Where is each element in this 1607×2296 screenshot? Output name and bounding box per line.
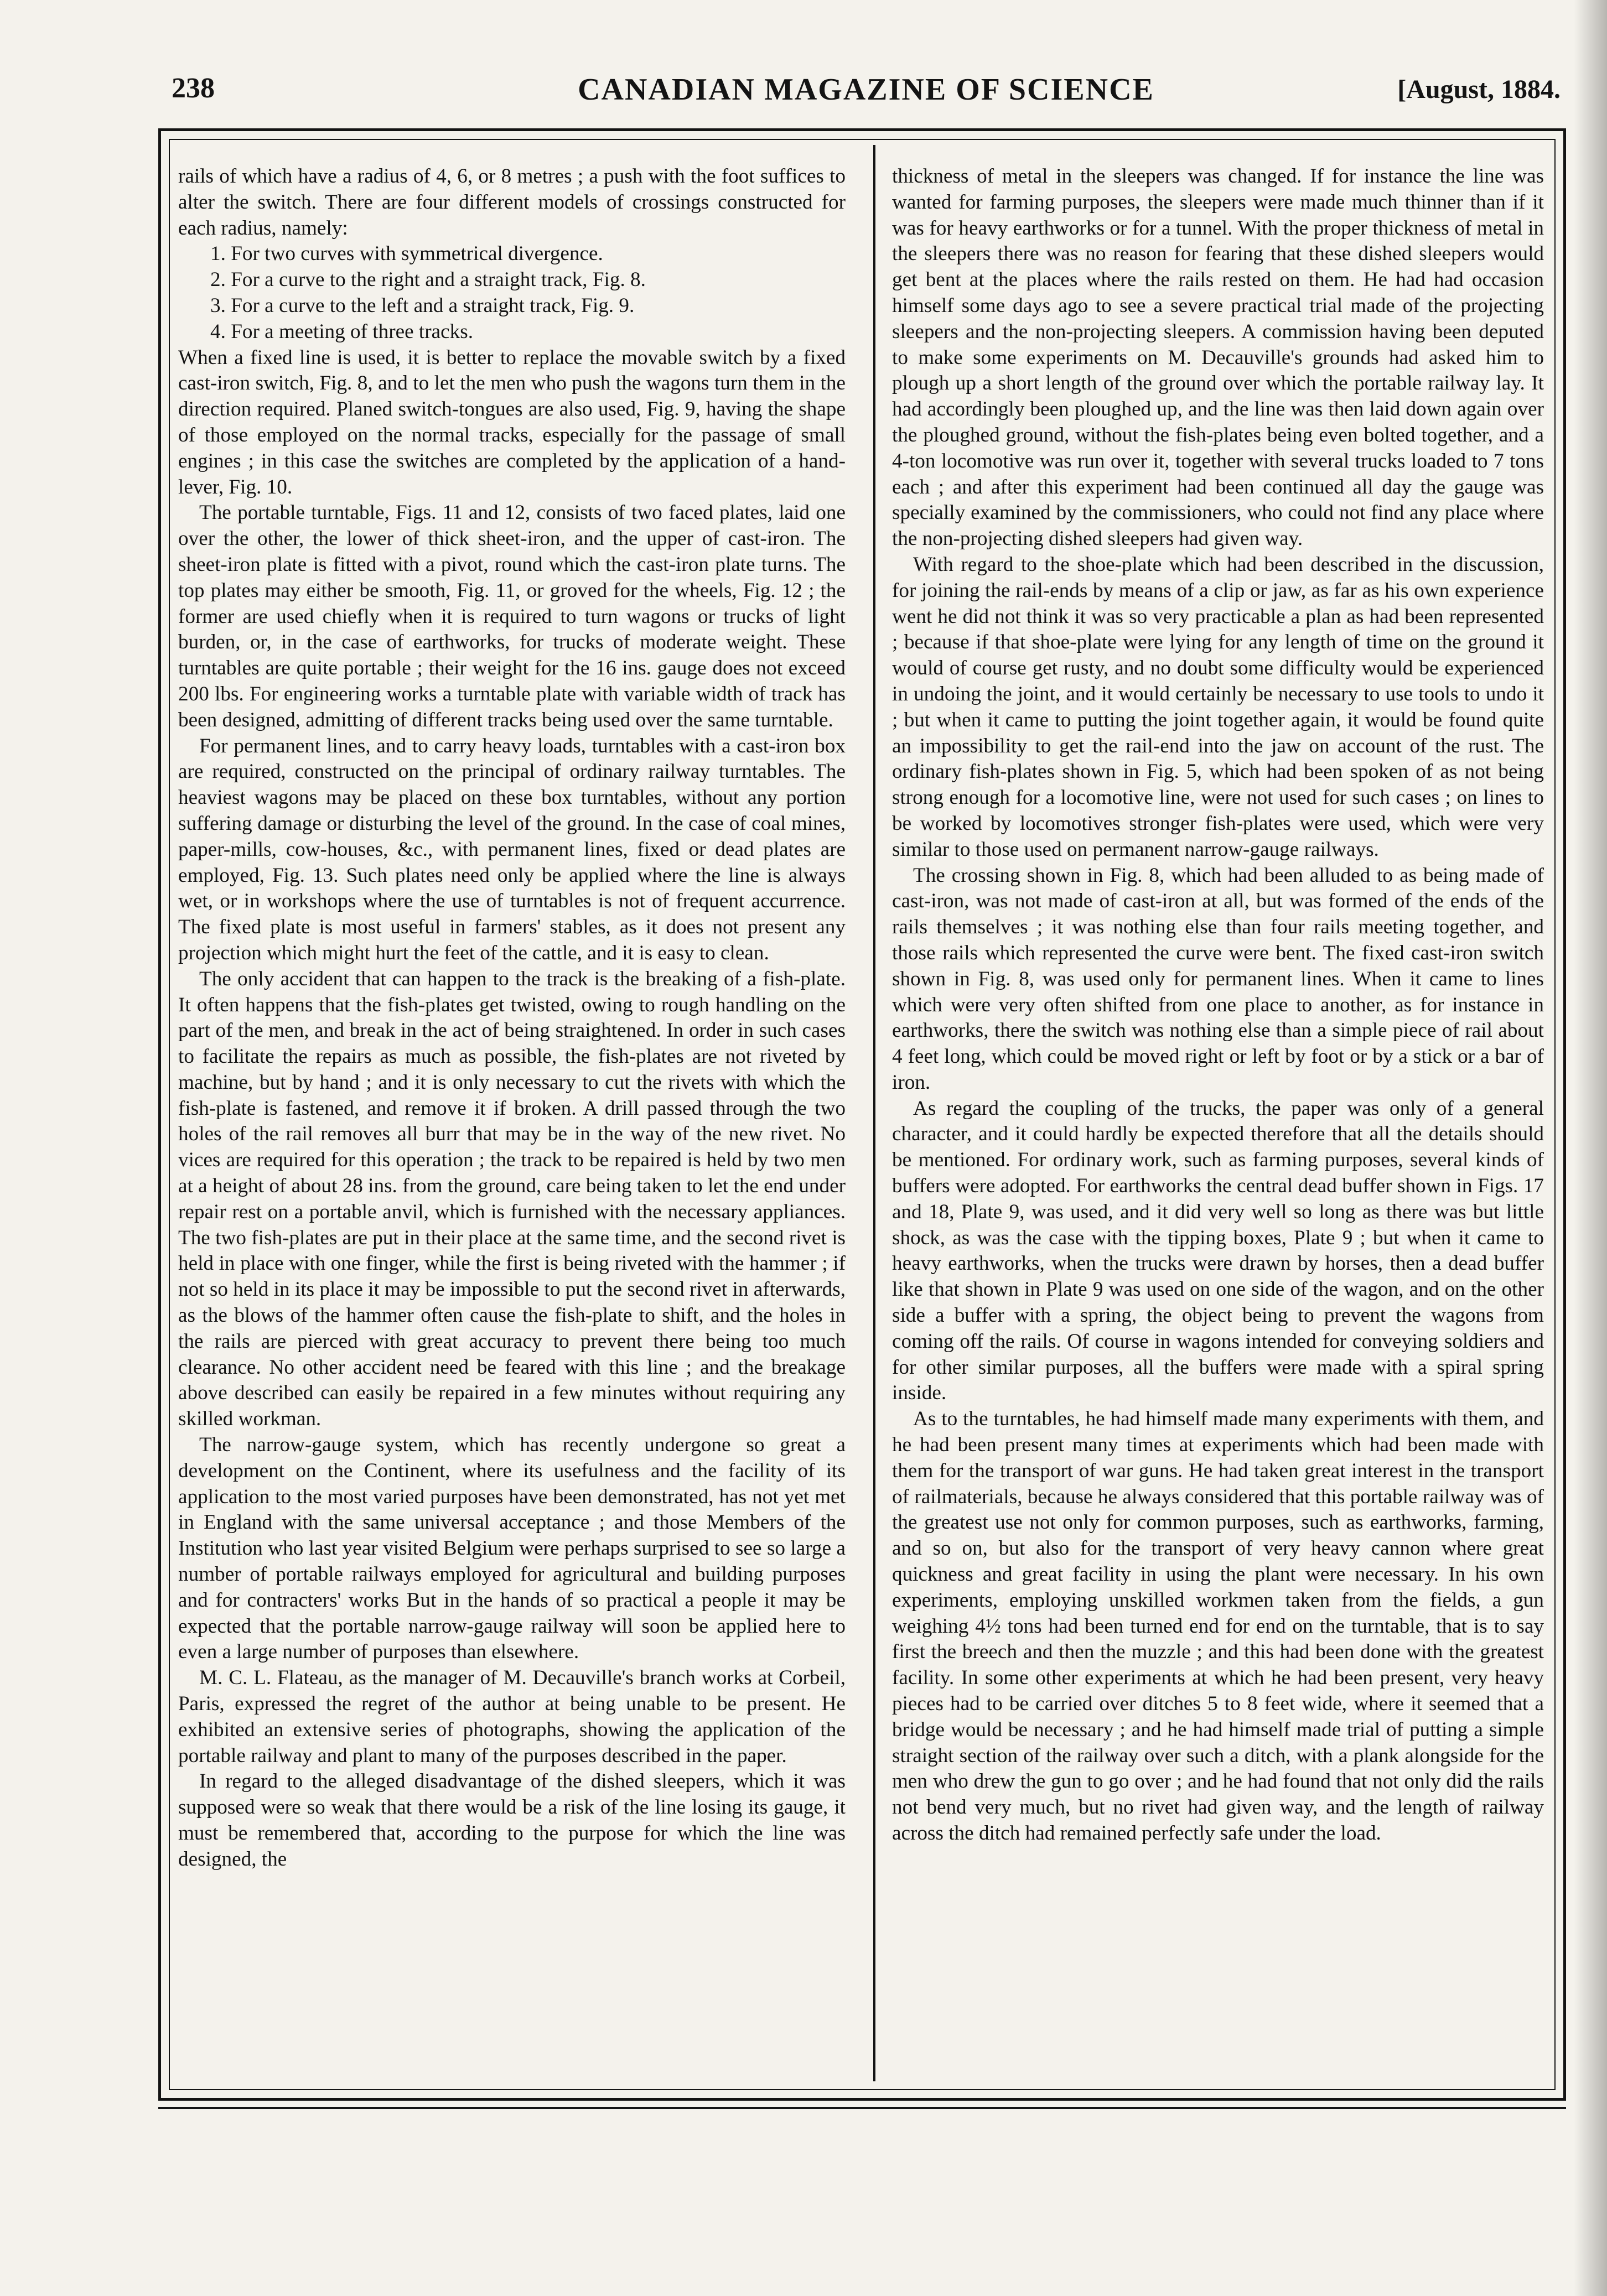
paragraph: thickness of metal in the sleepers was changed. If for instance the line was wanted for farming purposes, the sleepers were made much thinner than if it was for heavy earthworks or for a tunnel. With the proper thickness of metal in the sleepers there was no reason for fearing that these dished sleepers would get bent at the places where the rails rested on them. He had had occasion himself some days ago to see a severe practical trial made of the projecting sleepers and the non-projecting sleepers. A commission having been deputed to make some experiments on M. Decauville's grounds had asked him to plough up a short length of the ground over which the portable railway lay. It had accordingly been ploughed up, and the line was then laid down again over the ploughed ground, without the fish-plates being even bolted together, and a 4-ton locomotive was run over it, together with several trucks loaded to 7 tons each ; and after this experiment had been continued all day the gauge was specially examined by the commissioners, who could not find any place where the non-projecting dished sleepers had given way. bbox=[892, 165, 1544, 550]
paragraph: The narrow-gauge system, which has recently undergone so great a development on the Continent, where its usefulness and the facility of its application to the most varied purposes have been demonstrated, has not yet met in England with the same universal acceptance ; and those Members of the Institution who last year visited Belgium were perhaps surprised to see so large a number of portable railways employed for agricultural and building purposes and for contracters' works But in the hands of so practical a people it may be expected that the portable narrow-gauge railway will soon be applied here to even a large number of purposes than elsewhere. bbox=[178, 1433, 846, 1664]
bottom-rule bbox=[158, 2107, 1566, 2109]
list-item: 2. For a curve to the right and a straight track, Fig. 8. bbox=[210, 268, 646, 292]
page-number: 238 bbox=[172, 72, 215, 104]
list-item: 4. For a meeting of three tracks. bbox=[210, 320, 474, 343]
paragraph: As to the turntables, he had himself made many experiments with them, and he had been present many times at experiments which had been made with them for the transport of war guns. He had taken great interest in the transport of railmaterials, because he always considered that this portable railway was of the greatest use not only for common purposes, such as earthworks, farming, and so on, but also for the transport of very heavy cannon where great quickness and great facility in using the plant were necessary. In his own experiments, employing unskilled workmen taken from the fields, a gun weighing 4½ tons had been turned end for end on the turntable, that is to say first the breech and then the muzzle ; and this had been done with the greatest facility. In some other experiments at which he had been present, very heavy pieces had to be carried over ditches 5 to 8 feet wide, where it seemed that a bridge would be necessary ; and he had himself made trial of putting a simple straight section of the railway over such a ditch, with a plank alongside for the men who drew the gun to go over ; and he had found that not only did the rails not bend very much, but no rivet had given way, and the length of railway across the ditch had remained perfectly safe under the load. bbox=[892, 1407, 1544, 1845]
issue-date: [August, 1884. bbox=[1397, 75, 1561, 104]
paragraph: rails of which have a radius of 4, 6, or 8 metres ; a push with the foot suffices to alter the switch. There are four different models of crossings constructed for each radius, namely: bbox=[178, 165, 846, 240]
list-item: 1. For two curves with symmetrical divergence. bbox=[210, 242, 603, 266]
paragraph: For permanent lines, and to carry heavy loads, turntables with a cast-iron box are required, constructed on the principal of ordinary railway turntables. The heaviest wagons may be placed on these box turntables, without any portion suffering damage or disturbing the level of the ground. In the case of coal mines, paper-mills, cow-houses, &c., with permanent lines, fixed or dead plates are employed, Fig. 13. Such plates need only be applied where the line is always wet, or in workshops where the use of turntables is not of frequent accurrence. The fixed plate is most useful in farmers' stables, as it does not present any projection which might hurt the feet of the cattle, and it is easy to clean. bbox=[178, 734, 846, 964]
running-title: CANADIAN MAGAZINE OF SCIENCE bbox=[578, 72, 1154, 107]
paragraph: The only accident that can happen to the track is the breaking of a fish-plate. It often happens that the fish-plates get twisted, owing to rough handling on the part of the men, and break in the act of being straightened. In order in such cases to facilitate the repairs as much as possible, the fish-plates are not riveted by machine, but by hand ; and it is only necessary to cut the rivets with which the fish-plate is fastened, and remove it if broken. A drill passed through the two holes of the rail removes all burr that may be in the way of the new rivet. No vices are required for this operation ; the track to be repaired is held by two men at a height of about 28 ins. from the ground, care being taken to let the end under repair rest on a portable anvil, which is furnished with the necessary appliances. The two fish-plates are put in their place at the same time, and the second rivet is held in place with one finger, while the first is being riveted with the hammer ; if not so held in its place it may be impossible to put the second rivet in afterwards, as the blows of the hammer often cause the fish-plate to shift, and the holes in the rails are pierced with great accuracy to prevent there being too much clearance. No other accident need be feared with this line ; and the breakage above described can easily be repaired in a few minutes without requiring any skilled workman. bbox=[178, 967, 846, 1431]
paragraph: As regard the coupling of the trucks, the paper was only of a general character, and it could hardly be expected therefore that all the details should be mentioned. For ordinary work, such as farming purposes, several kinds of buffers were adopted. For earthworks the central dead buffer shown in Figs. 17 and 18, Plate 9, was used, and it did very well so long as there was but little shock, as was the case with the tipping boxes, Plate 9 ; but when it came to heavy earthworks, when the trucks were drawn by horses, then a dead buffer like that shown in Plate 9 was used on one side of the wagon, and on the other side a buffer with a spring, the object being to prevent the wagons from coming off the rails. Of course in wagons intended for conveying soldiers and for other similar purposes, all the buffers were made with a spiral spring inside. bbox=[892, 1097, 1544, 1405]
paragraph: The crossing shown in Fig. 8, which had been alluded to as being made of cast-iron, was not made of cast-iron at all, but was formed of the ends of the rails themselves ; it was nothing else than four rails meeting together, and those rails which represented the curve were bent. The fixed cast-iron switch shown in Fig. 8, was used only for permanent lines. When it came to lines which were very often shifted from one place to another, as for instance in earthworks, there the switch was nothing else than a simple piece of rail about 4 feet long, which could be moved right or left by foot or by a stick or a bar of iron. bbox=[892, 864, 1544, 1094]
paragraph: In regard to the alleged disadvantage of the dished sleepers, which it was supposed were so weak that there would be a risk of the line losing its gauge, it must be remembered that, according to the purpose for which the line was designed, the bbox=[178, 1770, 846, 1871]
right-column bbox=[892, 164, 1544, 2089]
paragraph: With regard to the shoe-plate which had been described in the discussion, for joining the rail-ends by means of a clip or jaw, as far as his own experience went he did not think it was so very practicable a plan as had been represented ; because if that shoe-plate were lying for any length of time on the ground it would of course get rusty, and no doubt some difficulty would be experienced in undoing the joint, and it would certainly be necessary to use tools to undo it ; but when it came to putting the joint together again, it would be found quite an impossibility to get the rail-end into the jaw on account of the rust. The ordinary fish-plates shown in Fig. 5, which had been spoken of as not being strong enough for a locomotive line, were not used for such cases ; on lines to be worked by locomotives stronger fish-plates were used, which were very similar to those used on permanent narrow-gauge railways. bbox=[892, 553, 1544, 861]
paragraph: When a fixed line is used, it is better to replace the movable switch by a fixed cast-iron switch, Fig. 8, and to let the men who push the wagons turn them in the direction required. Planed switch-tongues are also used, Fig. 9, having the shape of those employed on the normal tracks, especially for the passage of small engines ; in this case the switches are completed by the application of a hand-lever, Fig. 10. bbox=[178, 346, 846, 498]
paragraph: The portable turntable, Figs. 11 and 12, consists of two faced plates, laid one over the other, the lower of thick sheet-iron, and the upper of cast-iron. The sheet-iron plate is fitted with a pivot, round which the cast-iron plate turns. The top plates may either be smooth, Fig. 11, or groved for the wheels, Fig. 12 ; the former are used chiefly when it is required to turn wagons or trucks of light burden, or, in the case of earthworks, for trucks of moderate weight. These turntables are quite portable ; their weight for the 16 ins. gauge does not exceed 200 lbs. For engineering works a turntable plate with variable width of track has been designed, admitting of different tracks being used over the same turntable. bbox=[178, 501, 846, 731]
column-divider bbox=[873, 145, 875, 2081]
left-column bbox=[178, 164, 846, 2089]
paragraph: M. C. L. Flateau, as the manager of M. Decauville's branch works at Corbeil, Paris, expressed the regret of the author at being unable to be present. He exhibited an extensive series of photographs, showing the application of the portable railway and plant to many of the purposes described in the paper. bbox=[178, 1666, 846, 1767]
page-header bbox=[172, 66, 1561, 116]
list-item: 3. For a curve to the left and a straight track, Fig. 9. bbox=[210, 294, 635, 317]
page-edge-shadow bbox=[1574, 0, 1607, 2296]
